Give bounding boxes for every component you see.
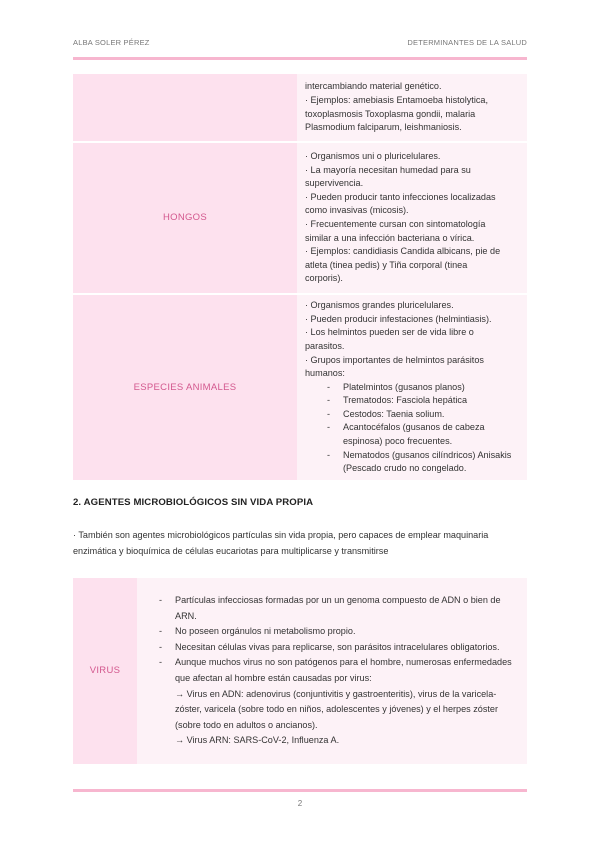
arrow-subitem: → Virus en ADN: adenovirus (conjuntivitis y gastroenteritis), virus de la varicela-zóster, varicela (sobre todo en niños, adolescentes y jóvenes) y el herpes zóster (sobre todo en adultos o ancianos). xyxy=(175,688,499,730)
table-row xyxy=(73,294,527,480)
page-header xyxy=(73,38,527,50)
text-line: atleta (tinea pedis) y Tiña corporal (tinea xyxy=(305,259,468,270)
text-line: · Ejemplos: amebiasis Entamoeba histolytica, xyxy=(305,94,488,105)
row-label-especies-animales: ESPECIES ANIMALES xyxy=(73,294,297,480)
dash-list-item: - Acantocéfalos (gusanos de cabeza espinosa) poco frecuentes. xyxy=(305,421,517,448)
text-line: · Grupos importantes de helmintos parásitos xyxy=(305,354,484,365)
text-line: como invasivas (micosis). xyxy=(305,205,409,216)
text-line: supervivencia. xyxy=(305,178,364,189)
arrow-subitem: → Virus ARN: SARS-CoV-2, Influenza A. xyxy=(175,735,340,746)
table-row xyxy=(73,142,527,294)
text-line: corporis). xyxy=(305,273,343,284)
row-label xyxy=(73,74,297,142)
row-description xyxy=(297,74,527,142)
text-line: · Frecuentemente cursan con sintomatología xyxy=(305,219,486,229)
dash-list-item: - Cestodos: Taenia solium. xyxy=(305,408,517,422)
row-label-hongos: HONGOS xyxy=(73,142,297,294)
text-line: · Pueden producir infestaciones (helmintiasis). xyxy=(305,313,492,324)
organisms-table xyxy=(73,74,527,480)
text-line: similar a una infección bacteriana o vírica. xyxy=(305,232,475,243)
row-description xyxy=(137,578,527,764)
text-line: parasitos. xyxy=(305,340,345,351)
row-label-virus: VIRUS xyxy=(73,578,137,764)
footer-divider xyxy=(73,789,527,792)
dash-list-item: - No poseen orgánulos ni metabolismo propio. xyxy=(137,624,517,640)
page-number: 2 xyxy=(297,799,303,808)
dash-list-item: - Necesitan células vivas para replicarse, son parásitos intracelulares obligatorios. xyxy=(137,640,517,656)
text-line: toxoplasmosis Toxoplasma gondii, malaria xyxy=(305,108,476,119)
dash-list-item: - Nematodos (gusanos cilíndricos) Anisakis (Pescado crudo no congelado. xyxy=(305,449,517,476)
text-line: humanos: xyxy=(305,368,345,379)
text-line: Plasmodium falciparum, leishmaniosis. xyxy=(305,122,462,133)
dash-list-item: - Platelmintos (gusanos planos) xyxy=(305,381,517,395)
row-description xyxy=(297,294,527,480)
document-title: DETERMINANTES DE LA SALUD xyxy=(407,38,527,47)
text-line: · Organismos uni o pluricelulares. xyxy=(305,151,441,162)
text-line: · La mayoría necesitan humedad para su xyxy=(305,164,471,175)
table-row xyxy=(73,578,527,764)
row-description xyxy=(297,142,527,294)
virus-table xyxy=(73,578,527,764)
section-paragraph: · También son agentes microbiológicos partículas sin vida propia, pero capaces de emplear maquinaria enzimática y bioquímica de células eucariotas para multiplicarse y transmitirse xyxy=(73,530,489,556)
text-line: · Ejemplos: candidiasis Candida albicans, pie de xyxy=(305,246,501,257)
text-line: · Organismos grandes pluricelulares. xyxy=(305,300,454,311)
text-line: · Pueden producir tanto infecciones localizadas xyxy=(305,191,496,202)
text-line: intercambiando material genético. xyxy=(305,81,442,92)
dash-list-item: - Trematodos: Fasciola hepática xyxy=(305,394,517,408)
header-divider xyxy=(73,57,527,60)
dash-list-item: - Aunque muchos virus no son patógenos para el hombre, numerosas enfermedades que afectan al hombre están causadas por virus: xyxy=(137,655,517,686)
section-heading: 2. AGENTES MICROBIOLÓGICOS SIN VIDA PROPIA xyxy=(73,497,314,508)
author-name: ALBA SOLER PÉREZ xyxy=(73,38,150,47)
text-line: · Los helmintos pueden ser de vida libre o xyxy=(305,327,474,338)
table-row xyxy=(73,74,527,142)
dash-list-item: - Partículas infecciosas formadas por un un genoma compuesto de ADN o bien de ARN. xyxy=(137,593,517,624)
